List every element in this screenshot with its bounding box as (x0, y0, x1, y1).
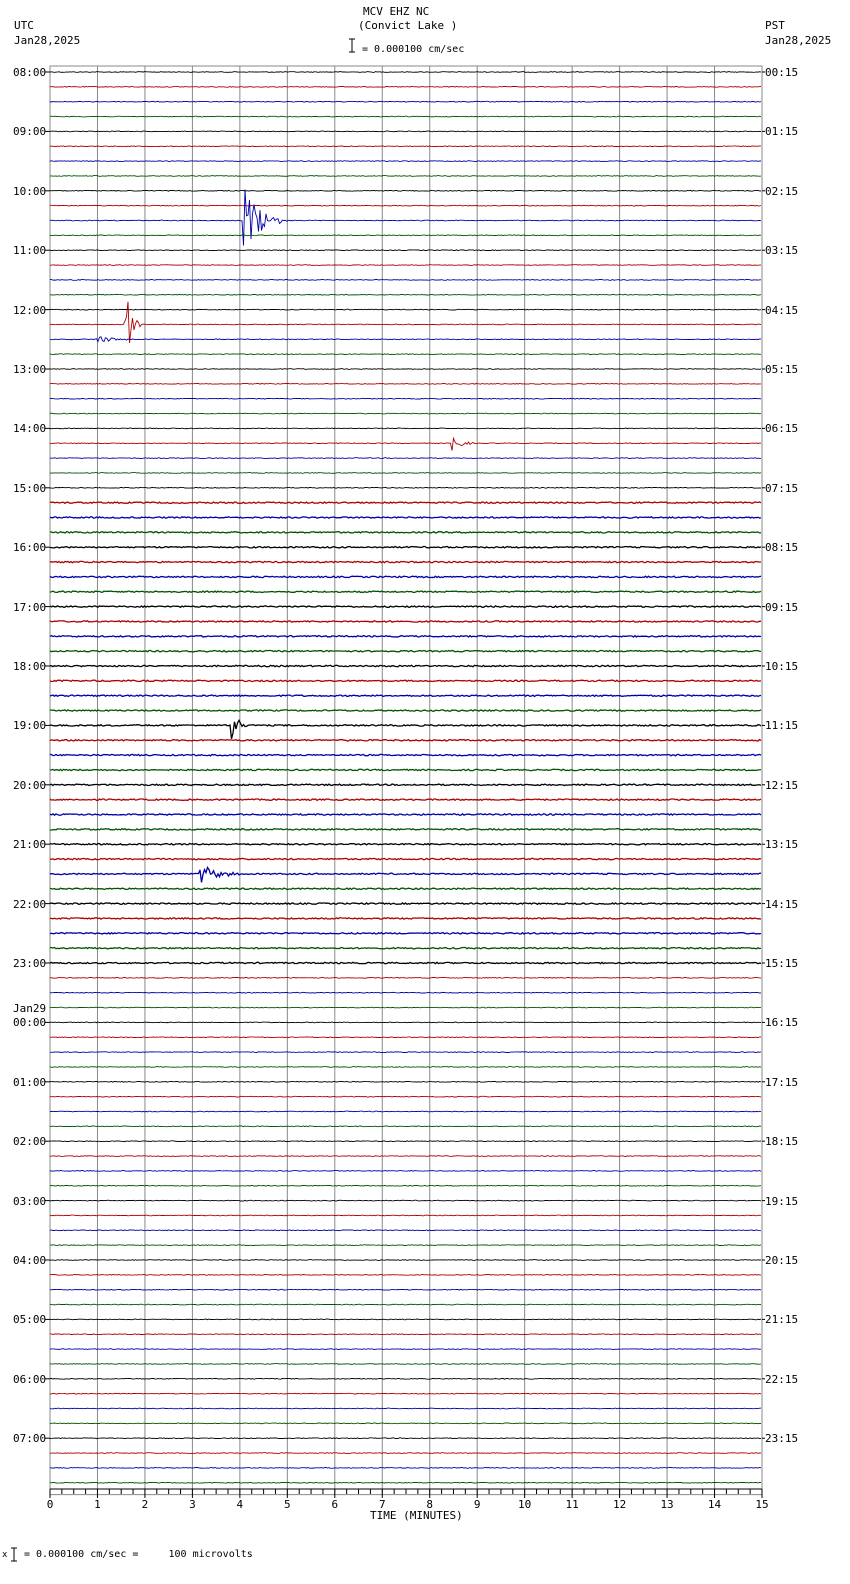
trace-17 (50, 302, 761, 343)
trace-37 (50, 621, 761, 622)
trace-12 (50, 250, 761, 251)
station-title: MCV EHZ NC (363, 5, 430, 18)
trace-89 (50, 1393, 761, 1394)
utc-hour-label: 19:00 (13, 719, 47, 733)
scale-label: = 0.000100 cm/sec (362, 44, 465, 55)
x-tick-label: 1 (94, 1498, 101, 1511)
trace-51 (50, 829, 761, 830)
utc-hour-label: 17:00 (13, 600, 47, 614)
trace-29 (50, 502, 761, 503)
left-timezone: UTC (14, 19, 34, 32)
trace-36 (50, 606, 761, 607)
trace-70 (50, 1111, 761, 1112)
utc-hour-label: 21:00 (13, 838, 47, 852)
trace-59 (50, 948, 761, 949)
trace-61 (50, 978, 761, 979)
pst-hour-label: 22:15 (765, 1372, 799, 1386)
utc-hour-label: 14:00 (13, 422, 47, 436)
trace-46 (50, 754, 761, 755)
trace-14 (50, 280, 761, 281)
trace-43 (50, 710, 761, 711)
trace-55 (50, 888, 761, 889)
trace-18 (50, 337, 761, 342)
pst-hour-label: 21:15 (765, 1313, 799, 1327)
trace-79 (50, 1245, 761, 1246)
trace-33 (50, 561, 761, 562)
trace-8 (50, 190, 761, 191)
trace-83 (50, 1304, 761, 1305)
trace-92 (50, 1438, 761, 1439)
trace-72 (50, 1141, 761, 1142)
trace-93 (50, 1453, 761, 1454)
utc-hour-label: 03:00 (13, 1194, 47, 1208)
x-tick-label: 4 (236, 1498, 244, 1511)
trace-47 (50, 769, 761, 770)
trace-95 (50, 1482, 761, 1483)
trace-0 (50, 72, 761, 73)
trace-30 (50, 517, 761, 518)
trace-35 (50, 591, 761, 592)
right-date: Jan28,2025 (765, 34, 832, 47)
x-tick-label: 12 (612, 1498, 627, 1511)
utc-hour-label: 01:00 (13, 1075, 47, 1089)
trace-64 (50, 1022, 761, 1023)
pst-hour-label: 13:15 (765, 838, 799, 852)
trace-56 (50, 903, 761, 904)
x-tick-label: 3 (189, 1498, 196, 1511)
trace-22 (50, 398, 761, 399)
trace-25 (50, 438, 761, 450)
pst-hour-label: 08:15 (765, 541, 799, 555)
trace-15 (50, 294, 761, 295)
pst-hour-label: 19:15 (765, 1194, 799, 1208)
pst-hour-label: 23:15 (765, 1432, 799, 1446)
trace-16 (50, 309, 761, 310)
pst-hour-label: 03:15 (765, 244, 799, 258)
trace-71 (50, 1126, 761, 1127)
trace-31 (50, 532, 761, 533)
trace-80 (50, 1260, 761, 1261)
pst-hour-label: 10:15 (765, 660, 799, 673)
x-tick-label: 14 (707, 1498, 722, 1511)
trace-75 (50, 1185, 761, 1186)
trace-45 (50, 740, 761, 741)
pst-hour-label: 02:15 (765, 184, 799, 198)
trace-50 (50, 814, 761, 815)
trace-13 (50, 265, 761, 266)
trace-20 (50, 369, 761, 370)
x-tick-label: 11 (565, 1498, 579, 1511)
x-tick-label: 10 (518, 1498, 532, 1511)
x-tick-label: 15 (755, 1498, 769, 1511)
pst-hour-label: 16:15 (765, 1016, 799, 1030)
trace-63 (50, 1007, 761, 1008)
pst-hour-label: 07:15 (765, 481, 799, 495)
trace-38 (50, 636, 761, 637)
utc-hour-label: 12:00 (13, 303, 47, 317)
trace-6 (50, 161, 761, 162)
trace-42 (50, 695, 761, 696)
trace-82 (50, 1289, 761, 1290)
trace-11 (50, 235, 761, 236)
right-timezone: PST (765, 19, 785, 32)
trace-39 (50, 651, 761, 652)
trace-74 (50, 1171, 761, 1172)
trace-26 (50, 458, 761, 459)
x-tick-label: 2 (141, 1498, 149, 1511)
left-date: Jan28,2025 (14, 34, 81, 47)
utc-hour-label: 18:00 (13, 660, 47, 673)
pst-hour-label: 15:15 (765, 957, 799, 970)
trace-32 (50, 547, 761, 548)
trace-49 (50, 799, 761, 800)
utc-hour-label: 22:00 (13, 897, 47, 911)
pst-hour-label: 20:15 (765, 1254, 799, 1267)
trace-44 (50, 720, 761, 738)
trace-88 (50, 1378, 761, 1379)
utc-hour-label: 23:00 (13, 957, 47, 970)
trace-58 (50, 933, 761, 934)
trace-86 (50, 1349, 761, 1350)
trace-76 (50, 1200, 761, 1201)
x-axis-title: TIME (MINUTES) (370, 1509, 463, 1522)
trace-54 (50, 868, 761, 883)
pst-hour-label: 14:15 (765, 897, 799, 911)
utc-hour-label: 04:00 (13, 1254, 47, 1267)
trace-60 (50, 962, 761, 963)
day-change-label: Jan29 (13, 1002, 47, 1016)
utc-hour-label: 11:00 (13, 244, 47, 258)
trace-62 (50, 992, 761, 993)
trace-19 (50, 354, 761, 355)
pst-hour-label: 12:15 (765, 778, 799, 792)
trace-1 (50, 87, 761, 88)
trace-90 (50, 1408, 761, 1409)
trace-94 (50, 1468, 761, 1469)
pst-hour-label: 00:15 (765, 66, 799, 79)
utc-hour-label: 02:00 (13, 1135, 47, 1149)
footer-scale-note: = 0.000100 cm/sec = 100 microvolts (24, 1549, 253, 1560)
trace-78 (50, 1230, 761, 1231)
trace-52 (50, 844, 761, 845)
trace-77 (50, 1215, 761, 1216)
footer-scale-bar-icon (11, 1548, 17, 1561)
trace-84 (50, 1319, 761, 1320)
pst-hour-label: 18:15 (765, 1135, 799, 1149)
pst-hour-label: 01:15 (765, 125, 799, 139)
trace-66 (50, 1052, 761, 1053)
trace-7 (50, 176, 761, 177)
station-location: (Convict Lake ) (358, 19, 458, 32)
corner-mark: x (2, 1550, 8, 1560)
trace-85 (50, 1334, 761, 1335)
x-tick-label: 7 (378, 1498, 386, 1511)
x-tick-label: 5 (284, 1498, 291, 1511)
trace-9 (50, 205, 761, 206)
utc-hour-label: 07:00 (13, 1432, 47, 1446)
x-tick-label: 6 (331, 1498, 339, 1511)
trace-2 (50, 101, 761, 102)
x-tick-label: 0 (46, 1498, 54, 1511)
x-tick-label: 9 (473, 1498, 481, 1511)
trace-65 (50, 1037, 761, 1038)
trace-48 (50, 784, 761, 785)
utc-hour-label: 08:00 (13, 66, 47, 79)
trace-27 (50, 473, 761, 474)
trace-67 (50, 1067, 761, 1068)
utc-hour-label: 15:00 (13, 481, 47, 495)
trace-3 (50, 116, 761, 117)
trace-21 (50, 384, 761, 385)
trace-24 (50, 428, 761, 429)
utc-hour-label: 09:00 (13, 125, 47, 139)
utc-hour-label: 20:00 (13, 778, 47, 792)
pst-hour-label: 09:15 (765, 600, 799, 614)
pst-hour-label: 05:15 (765, 363, 799, 376)
trace-81 (50, 1275, 761, 1276)
pst-hour-label: 04:15 (765, 303, 799, 317)
trace-57 (50, 918, 761, 919)
trace-73 (50, 1156, 761, 1157)
utc-hour-label: 05:00 (13, 1313, 47, 1327)
trace-91 (50, 1423, 761, 1424)
trace-87 (50, 1364, 761, 1365)
utc-hour-label: 10:00 (13, 184, 47, 198)
trace-28 (50, 487, 761, 488)
trace-10 (50, 190, 761, 246)
trace-23 (50, 413, 761, 414)
utc-hour-label: 13:00 (13, 363, 47, 376)
utc-hour-label: 00:00 (13, 1016, 47, 1030)
pst-hour-label: 06:15 (765, 422, 799, 436)
pst-hour-label: 11:15 (765, 719, 799, 733)
x-tick-label: 8 (426, 1498, 434, 1511)
trace-34 (50, 576, 761, 577)
trace-5 (50, 146, 761, 147)
trace-69 (50, 1096, 761, 1097)
trace-68 (50, 1081, 761, 1082)
utc-hour-label: 06:00 (13, 1372, 47, 1386)
pst-hour-label: 17:15 (765, 1075, 799, 1089)
trace-4 (50, 131, 761, 132)
trace-40 (50, 665, 761, 666)
seismic-traces (50, 72, 761, 1484)
scale-bar-icon (349, 39, 355, 52)
trace-41 (50, 680, 761, 681)
time-axis (47, 1489, 769, 1511)
x-tick-label: 13 (660, 1498, 674, 1511)
utc-hour-label: 16:00 (13, 541, 47, 555)
trace-53 (50, 858, 761, 859)
